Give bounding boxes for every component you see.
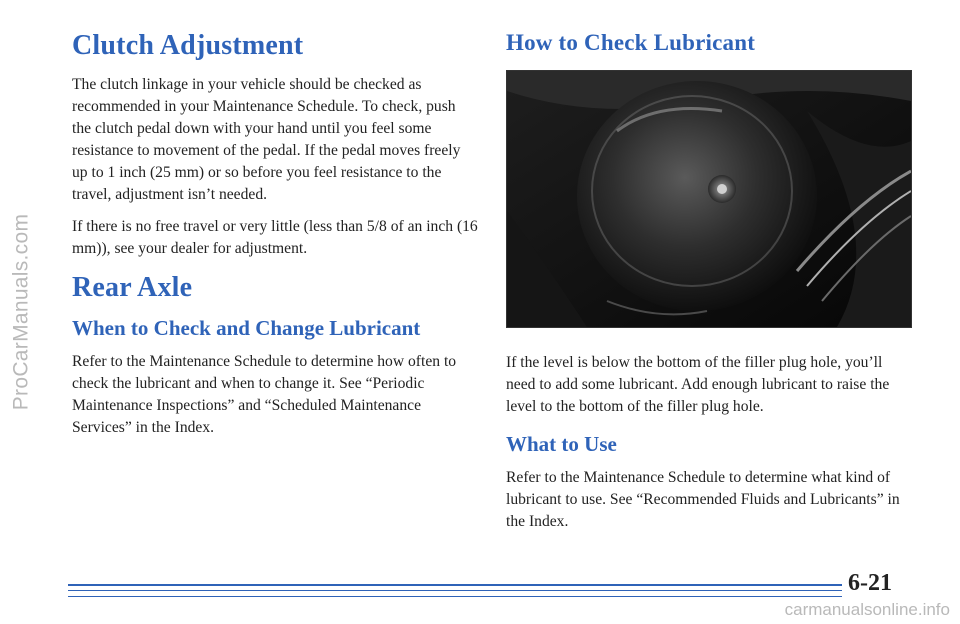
left-column	[72, 30, 478, 449]
clutch-adjustment-heading: Clutch Adjustment	[72, 30, 304, 61]
what-to-use-paragraph: Refer to the Maintenance Schedule to determine what kind of lubricant to use. See “Recommended Fluids and Lubricants” in the Index.	[506, 469, 900, 530]
footer-rule	[68, 584, 842, 586]
page-number: 6-21	[848, 570, 892, 596]
footer-rule	[68, 590, 842, 591]
rear-axle-paragraph: Refer to the Maintenance Schedule to determine how often to check the lubricant and when to change it. See “Periodic Maintenance Inspections” and “Scheduled Maintenance Services” in the Index.	[72, 353, 457, 436]
clutch-paragraph-2: If there is no free travel or very little (less than 5/8 of an inch (16 mm)), see your dealer for adjustment.	[72, 218, 478, 257]
side-watermark	[4, 0, 38, 624]
check-paragraph: If the level is below the bottom of the filler plug hole, you’ll need to add some lubricant. Add enough lubricant to raise the level to the bottom of the filler plug hole.	[506, 354, 890, 415]
how-to-check-heading: How to Check Lubricant	[506, 30, 756, 55]
right-column	[506, 30, 912, 543]
side-watermark-text: ProCarManuals.com	[9, 213, 32, 411]
bottom-watermark: carmanualsonline.info	[784, 600, 950, 619]
rear-axle-heading: Rear Axle	[72, 272, 193, 303]
what-to-use-heading: What to Use	[506, 432, 617, 456]
axle-housing-image	[507, 71, 911, 327]
footer-rule	[68, 596, 842, 597]
when-to-check-heading: When to Check and Change Lubricant	[72, 316, 421, 340]
clutch-paragraph-1: The clutch linkage in your vehicle should be checked as recommended in your Maintenance Schedule. To check, push the clutch pedal down with your hand until you feel some resistance to movement of the pedal. If the pedal moves freely up to 1 inch (25 mm) or so before you feel resistance to the travel, adjustment isn’t needed.	[72, 76, 461, 203]
footer-rules	[68, 582, 842, 602]
rear-axle-photo	[506, 70, 912, 328]
